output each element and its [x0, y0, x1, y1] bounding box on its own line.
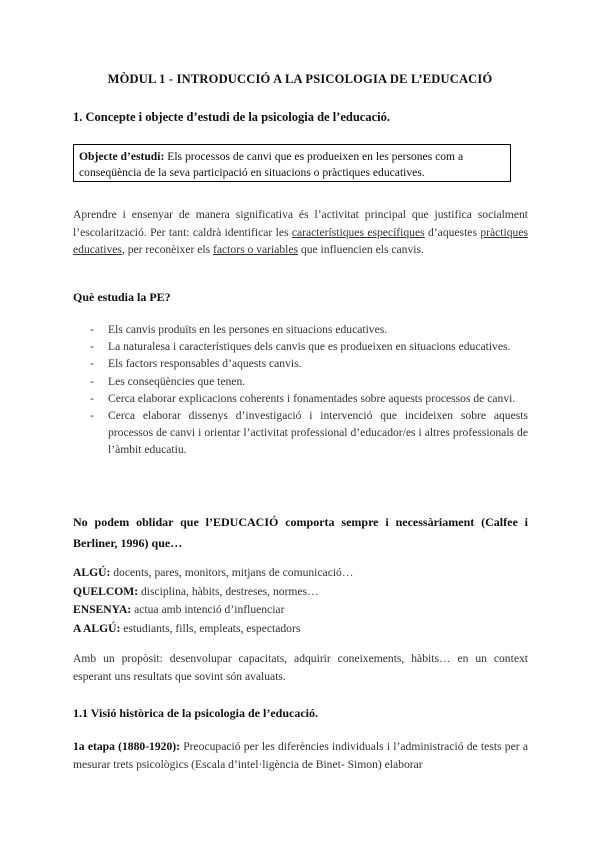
list-item: [73, 321, 528, 338]
intro-text-1: Aprendre i ensenyar de manera significativa és l’activitat principal que justifica socialment l’escolarització. Per tant: caldrà identificar les: [73, 208, 528, 239]
terms-list: [73, 564, 528, 638]
list-item-text: Les conseqüències que tenen.: [108, 374, 246, 388]
term-description: actua amb intenció d’influenciar: [131, 603, 285, 616]
definition-label: Objecte d’estudi:: [79, 150, 165, 163]
definition-box: [73, 144, 511, 182]
list-item-text: Cerca elaborar explicacions coherents i fonamentades sobre aquests processos de canvi.: [108, 391, 516, 405]
what-heading: Què estudia la PE?: [73, 290, 171, 304]
bullet-list: [73, 321, 528, 459]
term-label: QUELCOM:: [73, 584, 139, 598]
list-item: [73, 355, 528, 372]
term-row: [73, 564, 528, 583]
underlined-term-practices: pràctiques educatives: [73, 225, 528, 256]
dash-marker: -: [90, 323, 94, 336]
list-item-text: La naturalesa i característiques dels canvis que es produeixen en situacions educatives.: [108, 340, 511, 354]
term-label: ALGÚ:: [73, 566, 111, 579]
section-heading-concept: 1. Concepte i objecte d’estudi de la psicologia de l’educació.: [73, 110, 390, 124]
term-label: ENSENYA:: [73, 603, 132, 616]
list-item: [73, 390, 528, 407]
term-row: [73, 583, 528, 602]
term-row: [73, 601, 528, 620]
page-title: MÒDUL 1 - INTRODUCCIÓ A LA PSICOLOGIA DE L’EDUCACIÓ: [107, 72, 493, 86]
definition-text: Els processos de canvi que es produeixen en les persones com a conseqüència de la seva participació en situacions o pràctiques educatives.: [79, 150, 464, 179]
intro-paragraph: [73, 206, 528, 259]
dash-marker: -: [90, 391, 94, 405]
term-description: estudiants, fills, empleats, espectadors: [120, 621, 301, 635]
list-item-text: Cerca elaborar dissenys d’investigació i intervenció que incideixen sobre aquests processos de canvi i orientar l’activitat professional d’educador/es i altres professionals de l’àmbit educatiu.: [108, 409, 528, 457]
intro-text-4: que influencien els canvis.: [298, 243, 424, 256]
intro-text-2: d’aquestes: [424, 225, 481, 239]
list-item: [73, 373, 528, 390]
underlined-term-factors: factors o variables: [213, 243, 299, 256]
dash-marker: -: [90, 409, 94, 423]
stage-text: Preocupació per les diferències individuals i l’administració de tests per a mesurar trets psicològics (Escala d’intel·ligència de Binet- Simon) elaborar: [73, 740, 528, 771]
list-item: [73, 338, 528, 355]
dash-marker: -: [90, 374, 94, 388]
term-description: disciplina, hàbits, destreses, normes…: [138, 584, 319, 598]
dash-marker: -: [90, 357, 94, 371]
term-description: docents, pares, monitors, mitjans de comunicació…: [110, 566, 354, 579]
underlined-term-characteristics: característiques específiques: [291, 225, 425, 239]
list-item: [73, 407, 528, 459]
list-item-text: Els canvis produïts en les persones en situacions educatives.: [108, 323, 388, 336]
term-label: A ALGÚ:: [73, 621, 121, 635]
stage-paragraph: [73, 738, 528, 773]
purpose-paragraph: Amb un propòsit: desenvolupar capacitats, adquirir coneixements, hàbits… en un context esperant uns resultats que sovint són avaluats.: [73, 652, 528, 683]
section-heading-history: 1.1 Visió històrica de la psicologia de l’educació.: [73, 706, 318, 720]
list-item-text: Els factors responsables d’aquests canvis.: [108, 357, 302, 371]
stage-label: 1a etapa (1880-1920):: [73, 740, 180, 753]
intro-text-3: , per reconèixer els: [121, 243, 214, 256]
education-callout: No podem oblidar que l’EDUCACIÓ comporta sempre i necessàriament (Calfee i Berliner, 1996) que…: [73, 515, 528, 550]
term-row: [73, 620, 528, 639]
dash-marker: -: [90, 340, 94, 354]
